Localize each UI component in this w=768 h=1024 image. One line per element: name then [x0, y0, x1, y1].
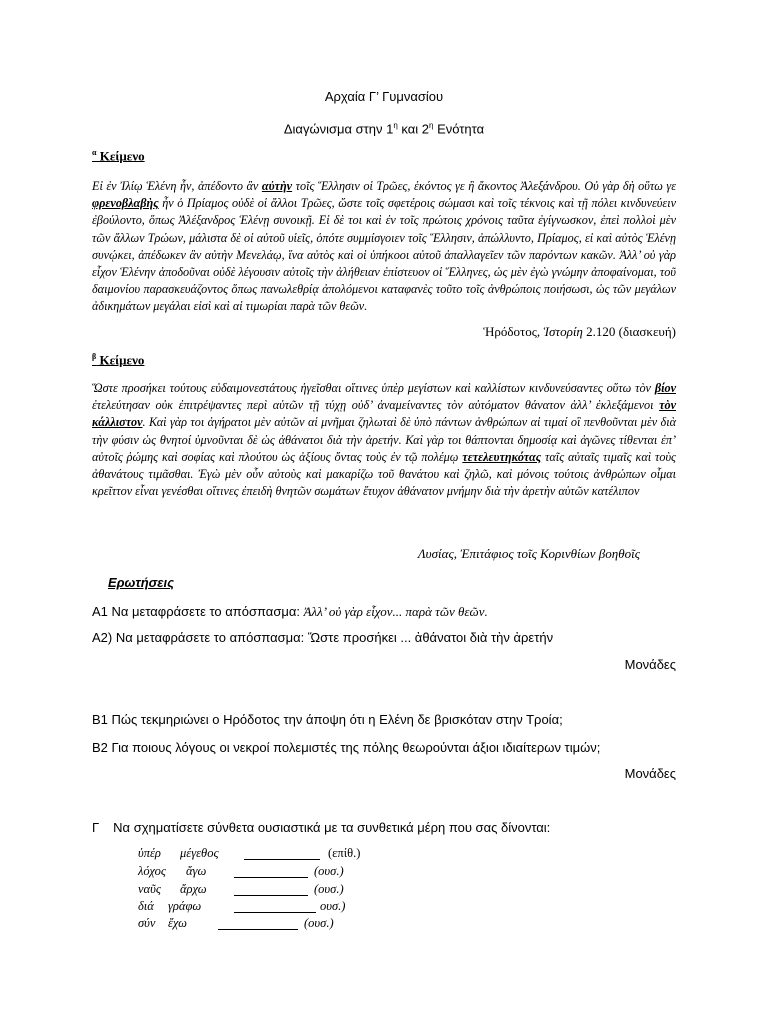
subtitle-part: Ενότητα — [433, 121, 485, 137]
answer-blank[interactable] — [234, 895, 308, 896]
passage-text: ταῖς αὐταῖς τιμαῖς καὶ τοὺς ἀθανάτους τιμᾶσθαι. Ἐγὼ μὲν οὖν αὐτοὺς καὶ μακαρίζω τοῦ θανάτου καὶ ζηλῶ, καὶ μόνοις τούτοις ἀνθρώπων οἶμαι κρεῖττον εἶναι γενέσθαι οἵτινες ἐπειδὴ θνητῶν σωμάτων ἔτυχον ἀθάνατον μνήμην διὰ τὴν ἀρετὴν αὑτῶν κατέλιπον — [92, 449, 676, 499]
text-a-passage — [92, 178, 676, 316]
highlighted-word: βίον — [654, 381, 676, 395]
compound-type: (επίθ.) — [328, 846, 361, 860]
text-b-heading — [92, 352, 144, 368]
heading-number: β — [92, 352, 97, 361]
text-b-source — [418, 546, 640, 562]
subtitle-sup: η — [393, 121, 398, 130]
answer-blank[interactable] — [218, 929, 298, 930]
passage-text: Ὥστε προσήκει τούτους εὐδαιμονεστάτους ἡγεῖσθαι οἵτινες ὑπὲρ μεγίστων καὶ καλλίστων κινδυνεύσαντες οὕτω τὸν — [92, 381, 655, 395]
highlighted-word: φρενοβλαβὴς — [92, 196, 159, 211]
compound-part-1: σύν — [138, 916, 156, 930]
compound-part-2: μέγεθος — [180, 846, 219, 860]
question-c — [92, 820, 550, 835]
passage-text: Εἰ ἐν Ἰλίῳ Ἑλένη ἦν, ἀπέδοντο ἂν — [92, 179, 262, 193]
question-a1 — [92, 604, 488, 620]
question-quote: Ἀλλ’ οὐ γὰρ εἶχον... παρὰ τῶν θεῶν. — [303, 604, 488, 619]
passage-text: ἦν ὁ Πρίαμος οὐδὲ οἱ ἄλλοι Τρῶες, ὥστε τοῖς σφετέροις σώμασι καὶ τοῖς τέκνοις καὶ τῇ πόλει κινδυνεύειν ἐβούλοντο, ὅπως Ἀλέξανδρος Ἑλένῃ συνοικῇ. Εἰ δὲ τοι καὶ ἐν τοῖς πρώτοις χρόνοις ταῦτα ἐγίγνωσκον, ἐπεὶ πολλοὶ μὲν τῶν ἄλλων Τρώων, μάλιστα δὲ οἱ αὐτοῦ υἱεῖς, ὁπότε συμμίσγοιεν τοῖς Ἕλλησιν, ἀπώλλυντο, Πρίαμος, εἰ καὶ αὐτὸς Ἑλένῃ συνῴκει, ἀπέδωκεν ἂν αὐτὴν Μενελάῳ, ἵνα αὐτὸς καὶ οἱ ὑπήκοοι αὐτοῦ ἀπαλλαγεῖεν τῶν παρόντων κακῶν. Ἀλλ’ οὐ γὰρ εἶχον Ἑλένην ἀποδοῦναι οὐδὲ λέγουσιν αὐτοῖς τὴν ἀλήθειαν ἐπίστευον οἱ Ἕλληνες, ὡς μὲν ἐγὼ γνώμην ἀποφαίνομαι, τοῦ δαιμονίου παρασκευάζοντος ὅπως πανωλεθρίᾳ ἀπολόμενοι καταφανὲς τοῦτο τοῖς ἀνθρώποις ποιήσωσι, ὡς τῶν μεγάλων ἀδικημάτων μεγάλαι εἰσὶ καὶ αἱ τιμωρίαι παρὰ τῶν θεῶν. — [92, 196, 676, 314]
answer-blank[interactable] — [234, 877, 308, 878]
highlighted-word: τὸν κάλλιστον — [92, 398, 676, 430]
compound-part-1: διά — [138, 899, 154, 913]
compound-part-2: γράφω — [168, 899, 202, 913]
compound-part-2: ἔχω — [168, 916, 187, 930]
source-work: Ἱστορίη — [543, 324, 583, 339]
question-b2: Β2 Για ποιους λόγους οι νεκροί πολεμιστές της πόλης θεωρούνται άξιοι ιδιαίτερων τιμών; — [92, 740, 601, 755]
heading-label: Κείμενο — [96, 352, 145, 368]
question-b1: Β1 Πώς τεκμηριώνει ο Ηρόδοτος την άποψη ότι η Ελένη δε βρισκόταν στην Τροία; — [92, 712, 563, 727]
subtitle-sup: η — [429, 121, 434, 130]
passage-text: τοῖς Ἕλλησιν οἱ Τρῶες, ἑκόντος γε ἢ ἄκοντος Ἀλεξάνδρου. Οὐ γὰρ δὴ οὕτω γε — [292, 179, 676, 193]
text-a-source — [483, 324, 676, 340]
question-text: Να σχηματίσετε σύνθετα ουσιαστικά με τα συνθετικά μέρη που σας δίνονται: — [113, 820, 551, 835]
question-a2: Α2) Να μεταφράσετε το απόσπασμα: Ὥστε προσήκει ... ἀθάνατοι διὰ τὴν ἀρετήν — [92, 630, 554, 645]
heading-number: α — [92, 148, 97, 157]
exam-title: Αρχαία Γ’ Γυμνασίου — [324, 89, 444, 104]
compound-type: (ουσ.) — [314, 864, 344, 878]
text-a-heading — [92, 148, 145, 164]
subtitle-part: Διαγώνισμα στην 1 — [283, 121, 394, 137]
question-label: Γ — [92, 820, 100, 835]
passage-text: . Καὶ γὰρ τοι ἀγήρατοι μὲν αὐτῶν αἱ μνῆμαι ζηλωταὶ δὲ ὑπὸ πάντων ἀνθρώπων αἱ τιμαί οἳ πενθοῦνται μὲν διὰ τὴν φύσιν ὡς θνητοί ὑμνοῦνται δὲ ὡς ἀθάνατοι διὰ τὴν ἀρετήν. Καὶ γὰρ τοι θάπτονται δημοσίᾳ καὶ ἀγῶνες τίθενται ἐπ’ αὐτοῖς ῥώμης καὶ σοφίας καὶ πλούτου ὡς ἀξίους ὄντας τοὺς ἐν τῷ πολέμῳ — [92, 415, 676, 464]
highlighted-word: τετελευτηκότας — [462, 449, 542, 464]
answer-blank[interactable] — [244, 859, 320, 860]
questions-heading: Ερωτήσεις — [108, 575, 175, 590]
marks-label-a: Μονάδες — [624, 657, 676, 672]
highlighted-word: αὐτὴν — [261, 179, 293, 193]
marks-label-b: Μονάδες — [624, 766, 676, 781]
compound-part-1: ναῦς — [138, 882, 161, 896]
compound-type: (ουσ.) — [314, 882, 344, 896]
heading-label: Κείμενο — [96, 148, 145, 164]
source-author: Ἡρόδοτος, — [483, 324, 544, 339]
compound-part-2: ἄρχω — [180, 882, 207, 896]
compound-type: ουσ.) — [320, 899, 346, 913]
passage-text: ἐτελεύτησαν οὐκ ἐπιτρέψαντες περὶ αὑτῶν τῇ τύχῃ οὐδ’ ἀναμείναντες τὸν αὐτόματον θάνατον ἀλλ’ ἐκλεξάμενοι — [92, 398, 660, 413]
compound-part-1: λόχος — [138, 864, 166, 878]
compound-type: (ουσ.) — [304, 916, 334, 930]
answer-blank[interactable] — [234, 912, 316, 913]
text-b-passage — [92, 380, 676, 500]
exam-subtitle — [0, 121, 768, 136]
compound-part-2: ἄγω — [186, 864, 207, 878]
question-label: Α1 Να μεταφράσετε το απόσπασμα: — [92, 604, 304, 619]
compound-part-1: ὑπέρ — [138, 846, 161, 860]
subtitle-part: και 2 — [397, 121, 430, 137]
source-citation: Λυσίας, Ἐπιτάφιος τοῖς Κορινθίων βοηθοῖς — [417, 546, 640, 561]
source-ref: 2.120 (διασκευή) — [582, 324, 676, 339]
